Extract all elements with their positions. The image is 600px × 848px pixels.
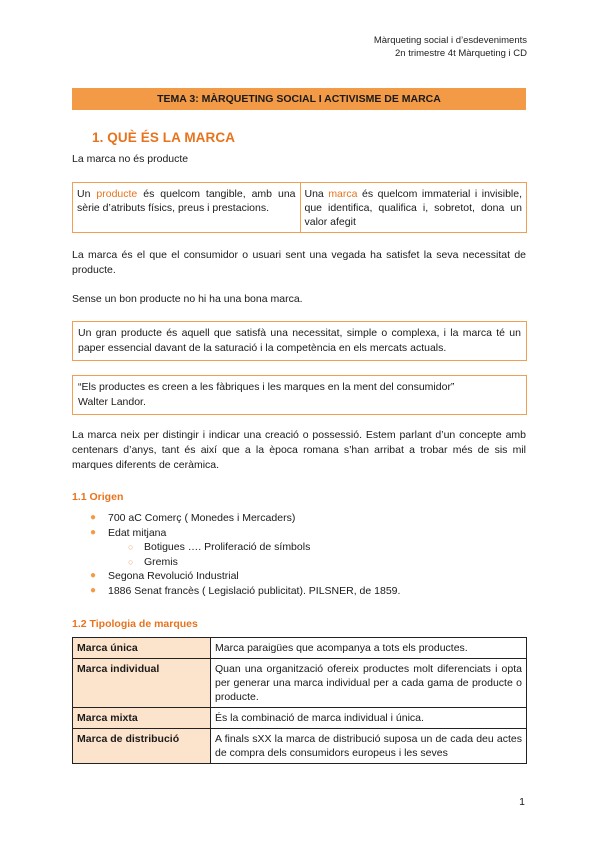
- hollow-bullet-icon: ○: [128, 556, 134, 567]
- quote-author: Walter Landor.: [78, 395, 146, 408]
- highlight-product: producte: [96, 188, 138, 200]
- type-name: Marca individual: [73, 659, 211, 708]
- table-row: [73, 708, 527, 729]
- quote-text: “Els productes es creen a les fàbriques i les marques en la ment del consumidor”: [78, 381, 455, 393]
- page-number: 1: [519, 796, 525, 808]
- paragraph-3: La marca neix per distingir i indicar una creació o possessió. Estem parlant d’un concepte amb centenars d’anys, tant és així que a la època romana s’han arribat a trobar més de sis mil marques diferents de ceràmica.: [72, 429, 526, 471]
- brand-definition: Una marca és quelcom immaterial i invisible, que identifica, qualifica i, sobretot, dona un valor afegit: [300, 183, 527, 232]
- paragraph-1: La marca és el que el consumidor o usuari sent una vegada ha satisfet la seva necessitat de producte.: [72, 249, 526, 276]
- highlight-brand: marca: [328, 188, 358, 200]
- type-description: Marca paraigües que acompanya a tots els productes.: [211, 638, 527, 659]
- header-line-1: Màrqueting social i d’esdeveniments: [373, 35, 527, 46]
- list-item: ● 1886 Senat francès ( Legislació publicitat). PILSNER, de 1859.: [90, 584, 401, 597]
- bullet-icon: ●: [90, 512, 97, 523]
- subsection-heading-tipologia: 1.2 Tipologia de marques: [72, 618, 198, 630]
- section-heading: 1. QUÈ ÉS LA MARCA: [92, 130, 236, 145]
- brand-types-table: [72, 637, 527, 764]
- type-name: Marca mixta: [73, 708, 211, 729]
- type-description: A finals sXX la marca de distribució suposa un de cada deu actes de compra dels consumidors europeus i les seves: [211, 729, 527, 764]
- bullet-icon: ●: [90, 526, 97, 538]
- running-header: [374, 35, 527, 60]
- list-item: ● 700 aC Comerç ( Monedes i Mercaders): [90, 512, 296, 524]
- list-item: ● Segona Revolució Industrial: [90, 570, 239, 582]
- type-name: Marca única: [73, 638, 211, 659]
- product-definition: Un producte és quelcom tangible, amb una sèrie d’atributs físics, preus i prestacions.: [77, 188, 296, 214]
- comparison-table: [72, 182, 527, 233]
- type-name: Marca de distribució: [73, 729, 211, 764]
- type-description: Quan una organització ofereix productes molt diferenciats i opta per generar una marca individual per a cada gama de producte o producte.: [211, 659, 527, 708]
- table-row: [73, 729, 527, 764]
- table-row: [73, 638, 527, 659]
- paragraph-2: Sense un bon producte no hi ha una bona marca.: [72, 293, 303, 305]
- bullet-icon: ●: [90, 584, 97, 596]
- header-line-2: 2n trimestre 4t Màrqueting i CD: [395, 47, 527, 59]
- list-item: ● Edat mitjana: [90, 526, 167, 539]
- bullet-icon: ●: [90, 570, 97, 581]
- table-row: [73, 659, 527, 708]
- list-item: ○ Botigues …. Proliferació de símbols: [128, 541, 311, 553]
- origen-list: [80, 511, 400, 598]
- topic-banner: TEMA 3: MÀRQUETING SOCIAL I ACTIVISME DE MARCA: [72, 88, 526, 110]
- intro-text: La marca no és producte: [72, 153, 189, 165]
- list-item: ○ Gremis: [128, 555, 178, 568]
- hollow-bullet-icon: ○: [128, 542, 134, 552]
- type-description: És la combinació de marca individual i única.: [211, 708, 527, 729]
- quote-box: [72, 375, 527, 415]
- highlight-box: Un gran producte és aquell que satisfà una necessitat, simple o complexa, i la marca té un paper essencial davant de la saturació i la competència en els mercats actuals.: [72, 321, 527, 361]
- subsection-heading-origen: 1.1 Origen: [72, 491, 124, 503]
